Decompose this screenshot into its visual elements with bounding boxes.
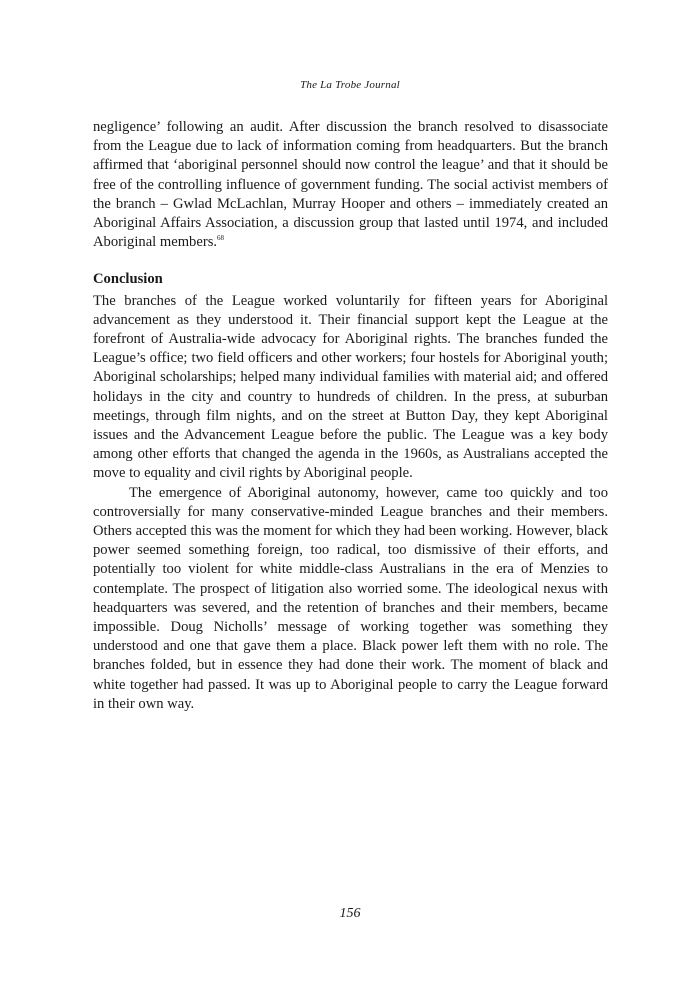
- paragraph-text: negligence’ following an audit. After discussion the branch resolved to disassociate from the League due to lack of information coming from headquarters. But the branch affirmed that ‘aboriginal personnel should now control the league’ and that it should be free of the controlling influence of government funding. The social activist members of the branch – Gwlad McLachlan, Murray Hooper and others – immediately created an Aboriginal Affairs Association, a discussion group that lasted until 1974, and included Aboriginal members.: [93, 119, 608, 251]
- footnote-marker: 68: [217, 234, 225, 243]
- conclusion-paragraph-2: The emergence of Aboriginal autonomy, however, came too quickly and too controversially for many conservative-minded League branches and their members. Others accepted this was the moment for which they had been working. However, black power seemed something foreign, too radical, too dismissive of their efforts, and potentially too violent for white middle-class Australians in the era of Menzies to contemplate. The prospect of litigation also worried some. The ideological nexus with headquarters was severed, and the retention of branches and their members, became impossible. Doug Nicholls’ message of working together was something they understood and one that gave them a place. Black power left them with no role. The branches folded, but in essence they had done their work. The moment of black and white together had passed. It was up to Aboriginal people to carry the League forward in their own way.: [93, 484, 608, 712]
- conclusion-paragraph-1: The branches of the League worked voluntarily for fifteen years for Aboriginal advancement as they understood it. Their financial support kept the League at the forefront of Australia-wide advocacy for Aboriginal rights. The branches funded the League’s office; two field officers and other workers; four hostels for Aboriginal youth; Aboriginal scholarships; helped many individual families with material aid; and offered holidays in the city and country to hundreds of children. In the press, at suburban meetings, through film nights, and on the street at Button Day, they kept Aboriginal issues and the Advancement League before the public. The League was a key body among other efforts that changed the agenda in the 1960s, as Australians accepted the move to equality and civil rights by Aboriginal people.: [93, 292, 608, 482]
- paragraph-continued: [93, 118, 608, 252]
- running-head: The La Trobe Journal: [300, 79, 400, 91]
- page-number: 156: [339, 906, 361, 921]
- section-heading: Conclusion: [93, 271, 163, 288]
- article-body: [93, 118, 608, 714]
